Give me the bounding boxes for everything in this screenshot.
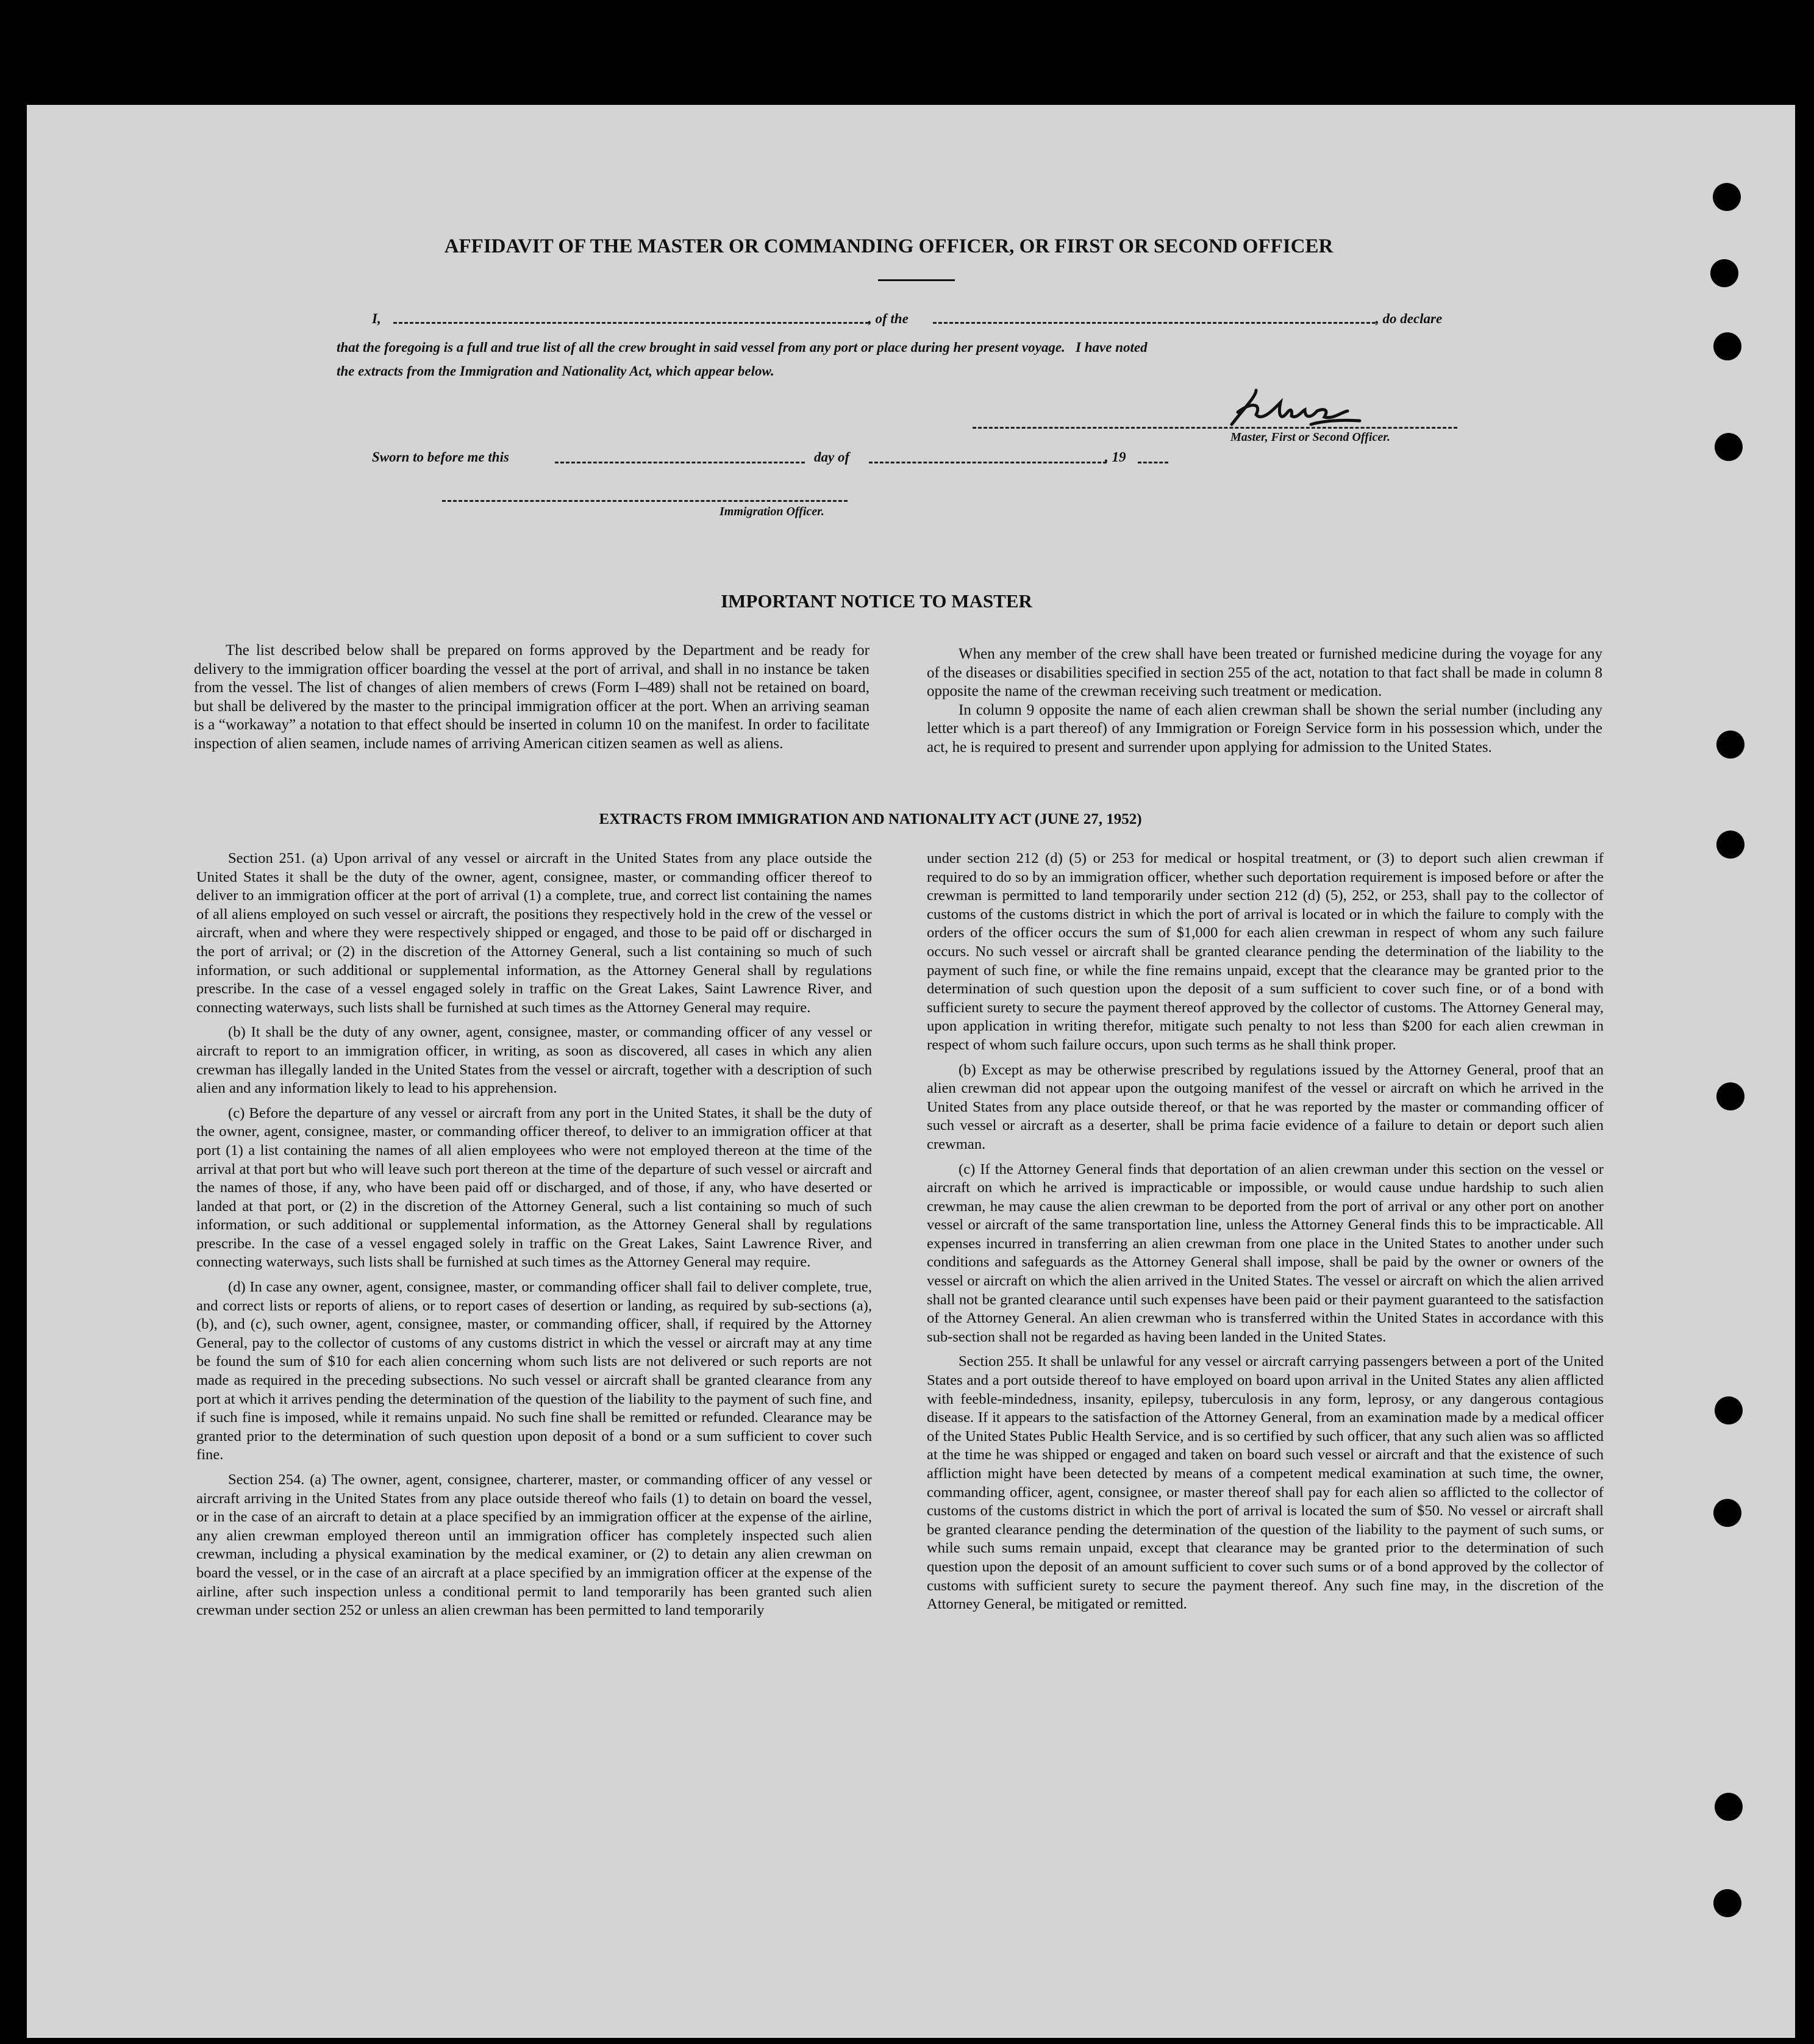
extracts-right-column bbox=[927, 849, 1604, 1620]
affidavit-title: AFFIDAVIT OF THE MASTER OR COMMANDING OFFICER, OR FIRST OR SECOND OFFICER bbox=[444, 235, 1334, 257]
sworn-label: Sworn to before me this bbox=[372, 449, 509, 465]
vessel-name-line[interactable] bbox=[933, 322, 1376, 324]
punch-hole bbox=[1710, 259, 1738, 287]
notice-title: IMPORTANT NOTICE TO MASTER bbox=[721, 590, 1032, 612]
punch-hole bbox=[1715, 433, 1743, 461]
punch-hole bbox=[1713, 1889, 1741, 1917]
punch-hole bbox=[1713, 332, 1741, 360]
punch-hole bbox=[1713, 183, 1741, 211]
do-declare-label: , do declare bbox=[1376, 311, 1443, 326]
section-251-b: (b) It shall be the duty of any owner, agent, consignee, master, or commanding officer of any vessel or aircraft to report to an immigration officer, in writing, as soon as discovered, all cases in which any alien crewman has illegally landed in the United States from the vessel or aircraft, together with a description of such alien and any information likely to lead to his apprehension. bbox=[196, 1024, 872, 1097]
immigration-officer-line[interactable] bbox=[442, 500, 848, 502]
declaration-line-2: the extracts from the Immigration and Nationality Act, which appear below. bbox=[337, 363, 774, 379]
declarant-name-line[interactable] bbox=[393, 322, 869, 324]
section-251-d: (d) In case any owner, agent, consignee, master, or commanding officer shall fail to deliver complete, true, and correct lists or reports of aliens, or to report cases of desertion or landing, as required by sub-sections (a), (b), and (c), such owner, agent, consignee, master, or commanding officer, shall, if required by the Attorney General, pay to the collector of customs of any customs district in which the vessel or aircraft may at any time be found the sum of $10 for each alien concerning whom such lists are not delivered or such reports are not made as required in the preceding subsections. No such vessel or aircraft shall be granted clearance from any port at which it arrives pending the determination of the question of the liability to the payment of such fine, and if such fine is imposed, while it remains unpaid. No such fine shall be remitted or refunded. Clearance may be granted prior to the determination of such question upon deposit of a bond or a sum sufficient to cover such fine. bbox=[196, 1279, 872, 1463]
notice-left-column bbox=[194, 641, 870, 753]
sworn-year-line[interactable] bbox=[1138, 462, 1168, 463]
notice-left-paragraph: The list described below shall be prepared on forms approved by the Department and be ready for delivery to the immigration officer boarding the vessel at the port of arrival, and shall in no instance be taken from the vessel. The list of changes of alien members of crews (Form I–489) shall not be retained on board, but shall be delivered by the master to the principal immigration officer at the port. When an arriving seaman is a “workaway” a notation to that effect should be inserted in column 10 on the manifest. In order to facilitate inspection of alien seamen, include names of arriving American citizen seamen as well as aliens. bbox=[194, 642, 870, 752]
section-254-a: Section 254. (a) The owner, agent, consignee, charterer, master, or commanding officer of any vessel or aircraft arriving in the United States from any place outside thereof who fails (1) to detain on board the vessel, or in the case of an aircraft to detain at a place specified by an immigration officer at the expense of the airline, any alien crewman employed thereon until an immigration officer has completely inspected such alien crewman, including a physical examination by the medical examiner, or (2) to detain any alien crewman on board the vessel, or in the case of an aircraft at a place specified by an immigration officer at the expense of the airline, after such inspection unless a conditional permit to land temporarily has been granted such alien crewman under section 252 or unless an alien crewman has been permitted to land temporarily bbox=[196, 1471, 872, 1619]
punch-hole bbox=[1715, 1793, 1743, 1821]
master-signature bbox=[1219, 384, 1378, 433]
sworn-month-line[interactable] bbox=[869, 462, 1107, 463]
extracts-title: EXTRACTS FROM IMMIGRATION AND NATIONALITY ACT (JUNE 27, 1952) bbox=[599, 811, 1142, 827]
punch-hole bbox=[1715, 1396, 1743, 1424]
notice-right-paragraph-2: In column 9 opposite the name of each alien crewman shall be shown the serial number (including any letter which is a part thereof) of any Immigration or Foreign Service form in his possession which, under the act, he is required to present and surrender upon applying for admission to the United States. bbox=[927, 701, 1602, 756]
declaration-line-1: that the foregoing is a full and true list of all the crew brought in said vessel from any port or place during her present voyage. I have noted bbox=[337, 340, 1148, 355]
signature-label: Master, First or Second Officer. bbox=[1230, 431, 1390, 444]
immigration-officer-label: Immigration Officer. bbox=[720, 505, 824, 518]
section-254-b: (b) Except as may be otherwise prescribed by regulations issued by the Attorney General, proof that an alien crewman did not appear upon the outgoing manifest of the vessel or aircraft on which he arrived in the United States from any place outside thereof, or that he was reported by the master or commanding officer of such vessel or aircraft as a deserter, shall be prima facie evidence of a failure to detain or deport such alien crewman. bbox=[927, 1061, 1604, 1152]
of-the-label: , of the bbox=[868, 311, 909, 326]
year-label: , 19 bbox=[1105, 449, 1126, 465]
section-254-c: (c) If the Attorney General finds that deportation of an alien crewman under this section on the vessel or aircraft on which he arrived is impracticable or impossible, or would cause undue hardship to such alien crewman, he may cause the alien crewman to be deported from the port of arrival or any other port on another vessel or aircraft of the same transportation line, unless the Attorney General finds this to be impracticable. All expenses incurred in transferring an alien crewman from one place in the United States to another under such conditions and safeguards as the Attorney General shall impose, shall be paid by the owner or owners of the vessel or aircraft on which the alien arrived in the United States. The vessel or aircraft on which the alien arrived shall not be granted clearance until such expenses have been paid or their payment guaranteed to the satisfaction of the Attorney General. An alien crewman who is transferred within the United States in accordance with this sub-section shall not be regarded as having been landed in the United States. bbox=[927, 1160, 1604, 1345]
notice-right-paragraph-1: When any member of the crew shall have been treated or furnished medicine during the voyage for any of the diseases or disabilities specified in section 255 of the act, notation to that fact shall be made in column 8 opposite the name of the crewman receiving such treatment or medication. bbox=[927, 646, 1602, 699]
punch-hole bbox=[1716, 831, 1744, 859]
section-251-a: Section 251. (a) Upon arrival of any vessel or aircraft in the United States from any place outside the United States it shall be the duty of the owner, agent, consignee, master, or commanding officer thereof to deliver to an immigration officer at the port of arrival (1) a complete, true, and correct list containing the names of all aliens employed on such vessel or aircraft, the positions they respectively hold in the crew of the vessel or aircraft, when and where they were respectively shipped or engaged, and those to be paid off or discharged in the port of arrival; or (2) in the discretion of the Attorney General, such a list containing so much of such information, or such additional or supplemental information, as the Attorney General shall by regulations prescribe. In the case of a vessel engaged solely in traffic on the Great Lakes, Saint Lawrence River, and connecting waterways, such lists shall be furnished at such times as the Attorney General may require. bbox=[196, 850, 872, 1016]
sworn-day-line[interactable] bbox=[555, 462, 805, 463]
title-rule bbox=[878, 279, 955, 281]
punch-hole bbox=[1716, 1082, 1744, 1110]
section-251-c: (c) Before the departure of any vessel or aircraft from any port in the United States, it shall be the duty of the owner, agent, consignee, master, or commanding officer thereof, to deliver to an immigration officer at that port (1) a list containing the names of all alien employees who were not employed thereon at the time of the arrival at that port but who will leave such port thereon at the time of the departure of such vessel or aircraft and the names of those, if any, who have been paid off or discharged, and of those, if any, who have deserted or landed at that port, or (2) in the discretion of the Attorney General, such a list containing so much of such information, or such additional or supplemental information, as the Attorney General shall by regulations prescribe. In the case of a vessel engaged solely in traffic on the Great Lakes, Saint Lawrence River, and connecting waterways, such lists shall be furnished at such times as the Attorney General may require. bbox=[196, 1104, 872, 1271]
section-255: Section 255. It shall be unlawful for any vessel or aircraft carrying passengers between a port of the United States and a port outside thereof to have employed on board upon arrival in the United States any alien afflicted with feeble-mindedness, insanity, epilepsy, tuberculosis in any form, leprosy, or any dangerous contagious disease. If it appears to the satisfaction of the Attorney General, from an examination made by a medical officer of the United States Public Health Service, and is so certified by such officer, that any such alien was so afflicted at the time he was shipped or engaged and taken on board such vessel or aircraft and that the existence of such affliction might have been detected by means of a competent medical examination at such time, the owner, commanding officer, agent, consignee, or master thereof shall pay for each alien so afflicted to the collector of customs of the customs district in which the port of arrival is located the sum of $50. No vessel or aircraft shall be granted clearance pending the determination of the question of the liability to the payment of such sums, or while such sums remain unpaid, except that clearance may be granted prior to the determination of such question upon the deposit of an amount sufficient to cover such sums or of a bond approved by the collector of customs with sufficient surety to secure the payment thereof. Any such fine may, in the discretion of the Attorney General, be mitigated or remitted. bbox=[927, 1353, 1604, 1613]
punch-hole bbox=[1716, 731, 1744, 759]
punch-hole bbox=[1713, 1499, 1741, 1527]
extracts-left-column bbox=[196, 849, 872, 1626]
notice-right-column bbox=[927, 645, 1602, 757]
signature-line[interactable] bbox=[973, 427, 1457, 429]
pronoun-label: I, bbox=[372, 311, 381, 326]
section-254-a-continued: under section 212 (d) (5) or 253 for medical or hospital treatment, or (3) to deport such alien crewman if required to do so by an immigration officer, whether such deportation requirement is imposed before or after the crewman is permitted to land temporarily under section 212 (d) (5), 252, or 253, shall pay to the collector of customs of the customs district in which the port of arrival is located or in which the failure to comply with the orders of the officer occurs the sum of $1,000 for each alien crewman in respect of whom any such failure occurs. No such vessel or aircraft shall be granted clearance pending the determination of the liability to the payment of such fine, or while the fine remains unpaid, except that the clearance may be granted prior to the determination of such question upon the deposit of a sum sufficient to cover such fine, or of a bond with sufficient surety to secure the payment thereof approved by the collector of customs. The Attorney General may, upon application in writing therefor, mitigate such penalty to not less than $200 for each alien crewman in respect of whom such failure occurs, upon such terms as he shall think proper. bbox=[927, 850, 1604, 1053]
day-of-label: day of bbox=[814, 449, 850, 465]
